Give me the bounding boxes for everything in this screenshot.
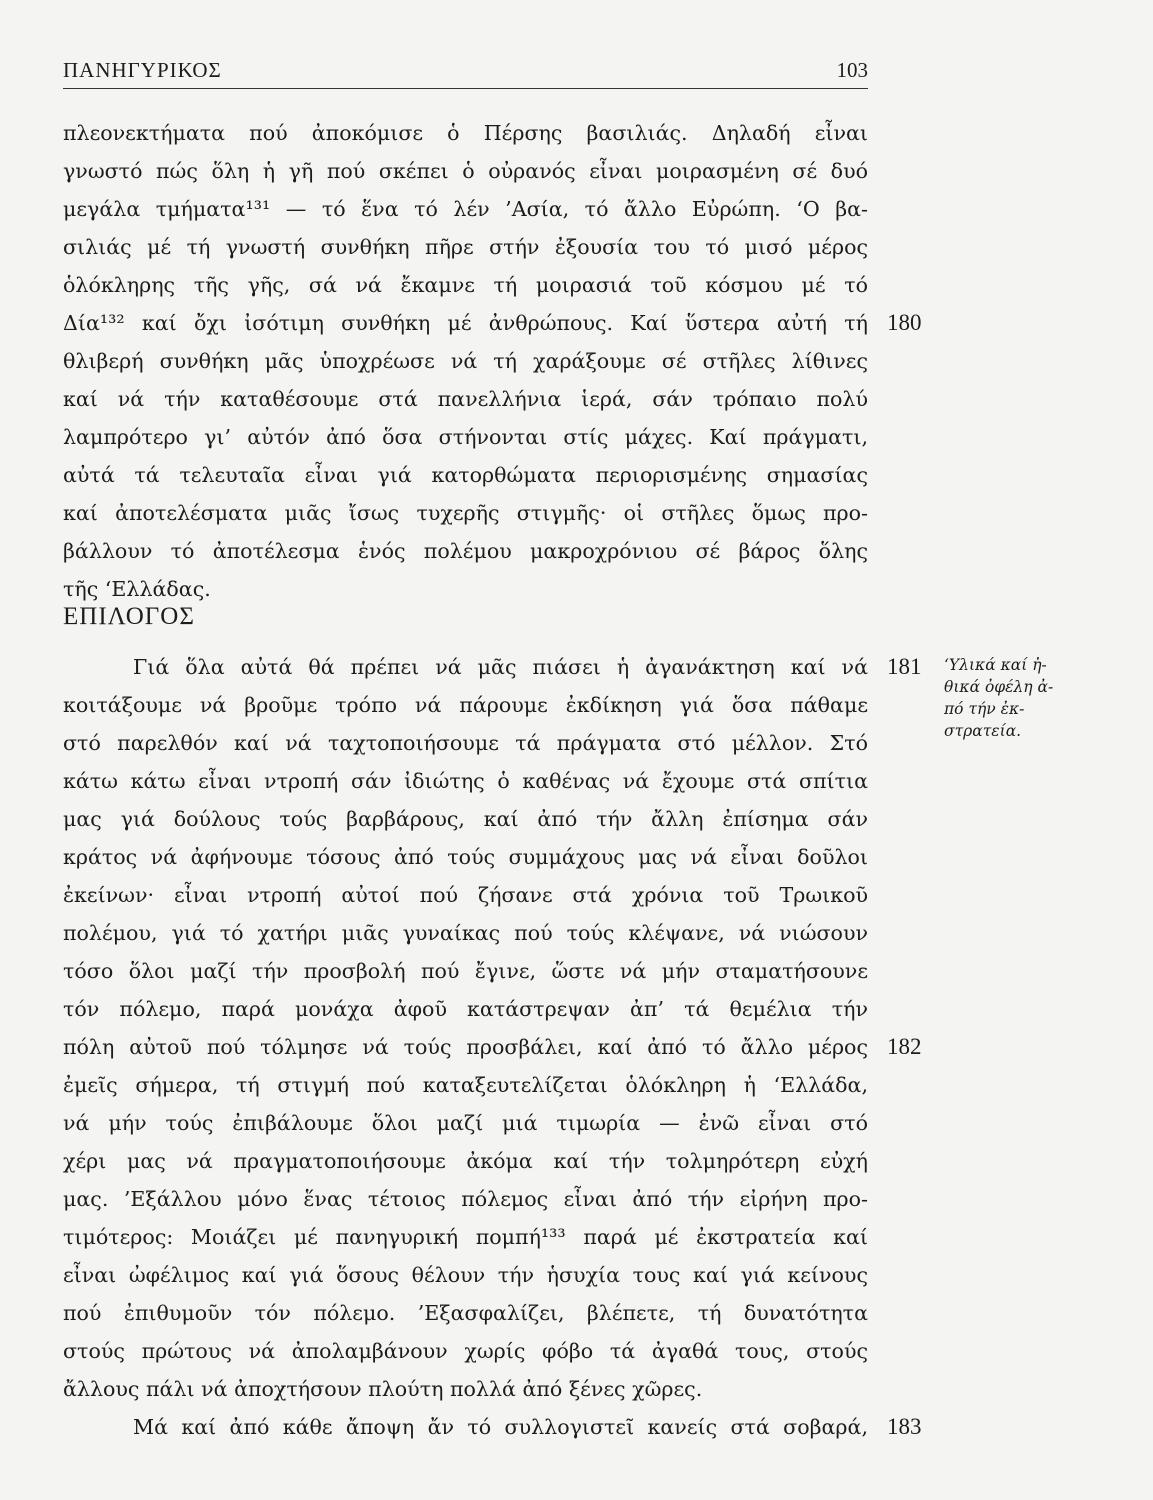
text-line: Δία¹³² καί ὄχι ἰσότιμη συνθήκη μέ ἀνθρώπους. Καί ὕστερα αὐτή τή <box>63 311 868 335</box>
side-note-line: ‘Υλικά καί ἠ- <box>944 656 1047 674</box>
text-line: σιλιάς μέ τή γνωστή συνθήκη πῆρε στήν ἐξουσία του τό μισό μέρος <box>63 235 868 259</box>
text-line: πλεονεκτήματα πού ἀποκόμισε ὁ Πέρσης βασιλιάς. Δηλαδή εἶναι <box>63 121 868 145</box>
text-line: θλιβερή συνθήκη μᾶς ὑποχρέωσε νά τή χαράξουμε σέ στῆλες λίθινες <box>63 349 868 373</box>
text-line: καί νά τήν καταθέσουμε στά πανελλήνια ἱερά, σάν τρόπαιο πολύ <box>63 387 868 411</box>
margin-number: 180 <box>887 310 922 335</box>
side-note-line: θικά ὀφέλη ἀ- <box>944 678 1054 696</box>
text-line: Μά καί ἀπό κάθε ἄποψη ἄν τό συλλογιστεῖ κανείς στά σοβαρά, <box>133 1415 868 1439</box>
text-line: πού ἐπιθυμοῦν τόν πόλεμο. ’Εξασφαλίζει, βλέπετε, τή δυνατότητα <box>63 1301 868 1325</box>
text-line: στούς πρώτους νά ἀπολαμβάνουν χωρίς φόβο τά ἀγαθά τους, στούς <box>63 1339 868 1363</box>
text-line: πόλη αὐτοῦ πού τόλμησε νά τούς προσβάλει, καί ἀπό τό ἄλλο μέρος <box>63 1035 868 1059</box>
text-line: αὐτά τά τελευταῖα εἶναι γιά κατορθώματα περιορισμένης σημασίας <box>63 463 868 487</box>
text-line: μας γιά δούλους τούς βαρβάρους, καί ἀπό τήν ἄλλη ἐπίσημα σάν <box>63 807 868 831</box>
text-line: νά μήν τούς ἐπιβάλουμε ὅλοι μαζί μιά τιμωρία — ἐνῶ εἶναι στό <box>63 1111 868 1135</box>
text-line: στό παρελθόν καί νά ταχτοποιήσουμε τά πράγματα στό μέλλον. Στό <box>63 731 868 755</box>
margin-number: 181 <box>887 654 922 679</box>
text-line: τόσο ὅλοι μαζί τήν προσβολή πού ἔγινε, ὥστε νά μήν σταματήσουνε <box>63 959 868 983</box>
text-line: τόν πόλεμο, παρά μονάχα ἀφοῦ κατάστρεψαν ἀπ’ τά θεμέλια τήν <box>63 997 868 1021</box>
text-line: μεγάλα τμήματα¹³¹ — τό ἕνα τό λέν ’Ασία, τό ἄλλο Εὐρώπη. ‘Ο βα- <box>63 197 868 221</box>
text-line: εἶναι ὠφέλιμος καί γιά ὅσους θέλουν τήν ἡσυχία τους καί γιά κείνους <box>63 1263 868 1287</box>
text-line: τῆς ‘Ελλάδας. <box>63 577 211 601</box>
text-line: πολέμου, γιά τό χατήρι μιᾶς γυναίκας πού τούς κλέψανε, νά νιώσουν <box>63 921 868 945</box>
side-note <box>944 654 1094 742</box>
text-line: βάλλουν τό ἀποτέλεσμα ἑνός πολέμου μακροχρόνιου σέ βάρος ὅλης <box>63 539 868 563</box>
running-head: ΠΑΝΗΓΥΡΙΚΟΣ <box>63 58 222 82</box>
text-line: τιμότερος: Μοιάζει μέ πανηγυρική πομπή¹³³ παρά μέ ἐκστρατεία καί <box>63 1225 868 1249</box>
text-line: ὁλόκληρης τῆς γῆς, σά νά ἔκαμνε τή μοιρασιά τοῦ κόσμου μέ τό <box>63 273 868 297</box>
text-line: γνωστό πώς ὅλη ἡ γῆ πού σκέπει ὁ οὐρανός εἶναι μοιρασμένη σέ δυό <box>63 159 868 183</box>
margin-number: 183 <box>887 1414 922 1439</box>
side-note-line: πό τήν ἐκ- <box>944 700 1025 718</box>
margin-number: 182 <box>887 1034 922 1059</box>
text-line: κράτος νά ἀφήνουμε τόσους ἀπό τούς συμμάχους μας νά εἶναι δοῦλοι <box>63 845 868 869</box>
text-line: χέρι μας νά πραγματοποιήσουμε ἀκόμα καί τήν τολμηρότερη εὐχή <box>63 1149 868 1173</box>
text-line: ἐμεῖς σήμερα, τή στιγμή πού καταξευτελίζεται ὁλόκληρη ἡ ‘Ελλάδα, <box>63 1073 868 1097</box>
side-note-line: στρατεία. <box>944 722 1022 740</box>
text-line: λαμπρότερο γι’ αὐτόν ἀπό ὅσα στήνονται στίς μάχες. Καί πράγματι, <box>63 425 868 449</box>
text-line: Γιά ὅλα αὐτά θά πρέπει νά μᾶς πιάσει ἡ ἀγανάκτηση καί νά <box>133 655 868 679</box>
text-line: ἄλλους πάλι νά ἀποχτήσουν πλούτη πολλά ἀπό ξένες χῶρες. <box>63 1377 703 1401</box>
text-line: καί ἀποτελέσματα μιᾶς ἴσως τυχερῆς στιγμῆς· οἱ στῆλες ὅμως προ- <box>63 501 868 525</box>
page-number: 103 <box>836 58 868 82</box>
section-title: ΕΠΙΛΟΓΟΣ <box>63 603 195 630</box>
text-line: ἐκείνων· εἶναι ντροπή αὐτοί πού ζήσανε στά χρόνια τοῦ Τρωικοῦ <box>63 883 868 907</box>
text-line: μας. ’Εξάλλου μόνο ἕνας τέτοιος πόλεμος εἶναι ἀπό τήν εἰρήνη προ- <box>63 1187 868 1211</box>
text-line: κοιτάξουμε νά βροῦμε τρόπο νά πάρουμε ἐκδίκηση γιά ὅσα πάθαμε <box>63 693 868 717</box>
text-line: κάτω κάτω εἶναι ντροπή σάν ἰδιώτης ὁ καθένας νά ἔχουμε στά σπίτια <box>63 769 868 793</box>
page-header <box>63 58 868 89</box>
